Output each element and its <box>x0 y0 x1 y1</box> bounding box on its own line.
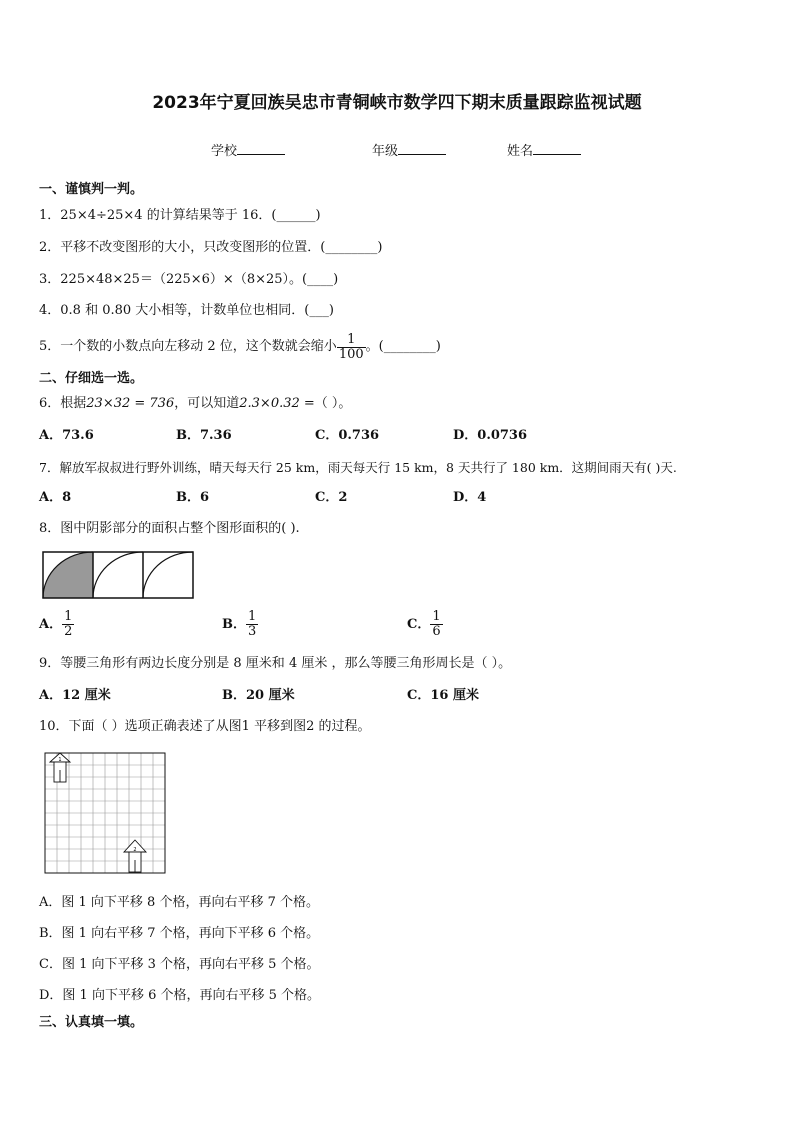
q8-option-c[interactable] <box>407 610 443 639</box>
question-10: 10．下面（ ）选项正确表述了从图1 平移到图2 的过程。 <box>39 719 371 734</box>
house-figure-1 <box>50 753 70 782</box>
question-3: 3．225×48×25＝（225×6）×（8×25）。(____) <box>39 272 339 287</box>
school-field <box>211 142 285 160</box>
fraction-numerator: 1 <box>347 331 356 347</box>
q8-figure <box>42 551 194 599</box>
school-blank[interactable] <box>237 142 285 155</box>
question-1: 1．25×4÷25×4 的计算结果等于 16．(______) <box>39 208 321 223</box>
q9-option-a[interactable]: A．12 厘米 <box>39 688 111 703</box>
option-fraction <box>430 610 442 639</box>
option-fraction <box>246 610 258 639</box>
question-2: 2．平移不改变图形的大小，只改变图形的位置．(________) <box>39 240 383 255</box>
section-2-heading: 二、仔细选一选。 <box>39 371 144 386</box>
question-8: 8．图中阴影部分的面积占整个图形面积的( ). <box>39 521 300 536</box>
q9-option-c[interactable]: C．16 厘米 <box>407 688 479 703</box>
question-6 <box>39 396 351 412</box>
fraction-1-100 <box>337 333 366 362</box>
q8-option-a[interactable] <box>39 610 74 639</box>
q10-option-d[interactable]: D．图 1 向下平移 6 个格，再向右平移 5 个格。 <box>39 988 321 1003</box>
arc-3 <box>143 552 193 598</box>
q10-grid-figure <box>44 752 168 874</box>
q10-option-b[interactable]: B．图 1 向右平移 7 个格，再向下平移 6 个格。 <box>39 926 320 941</box>
fraction-denominator: 3 <box>248 624 257 639</box>
q6-option-c[interactable]: C．0.736 <box>315 428 380 443</box>
name-label: 姓名 <box>507 144 534 159</box>
arc-2 <box>93 552 143 598</box>
school-label: 学校 <box>211 144 238 159</box>
expression-1: 23×32 = 736 <box>86 396 175 411</box>
question-7: 7．解放军叔叔进行野外训练，晴天每天行 25 km，雨天每天行 15 km，8 天共行了 180 km．这期间雨天有( )天. <box>39 460 677 475</box>
q7-option-d[interactable]: D．4 <box>453 490 487 505</box>
fraction-denominator: 6 <box>432 624 441 639</box>
option-label: C． <box>407 616 431 632</box>
q7-option-b[interactable]: B．6 <box>176 490 210 505</box>
q8-option-b[interactable] <box>222 610 258 639</box>
grade-label: 年级 <box>372 144 399 159</box>
house-1-label: 1 <box>58 757 62 763</box>
section-1-heading: 一、谨慎判一判。 <box>39 182 144 197</box>
fraction-denominator: 100 <box>338 346 364 362</box>
q6-option-b[interactable]: B．7.36 <box>176 428 232 443</box>
grade-blank[interactable] <box>398 142 446 155</box>
question-5 <box>39 328 441 366</box>
question-6-answer: （ ）。 <box>314 396 352 411</box>
q10-option-a[interactable]: A．图 1 向下平移 8 个格，再向右平移 7 个格。 <box>39 895 319 910</box>
option-label: A． <box>39 616 63 632</box>
page-title: 2023年宁夏回族吴忠市青铜峡市数学四下期末质量跟踪监视试题 <box>152 93 642 113</box>
fraction-numerator: 1 <box>432 609 441 624</box>
option-label: B． <box>222 616 246 632</box>
question-6-mid: ，可以知道 <box>174 396 240 411</box>
name-field <box>507 142 581 160</box>
q7-option-c[interactable]: C．2 <box>315 490 348 505</box>
shaded-quarter-region <box>43 552 93 598</box>
q6-option-d[interactable]: D．0.0736 <box>453 428 528 443</box>
section-3-heading: 三、认真填一填。 <box>39 1015 144 1030</box>
question-4: 4．0.8 和 0.80 大小相等，计数单位也相同．(___) <box>39 303 334 318</box>
option-fraction <box>62 610 74 639</box>
expression-2: 2.3×0.32 = <box>239 396 315 411</box>
question-6-text: 6．根据 <box>39 396 87 411</box>
q10-option-c[interactable]: C．图 1 向下平移 3 个格，再向右平移 5 个格。 <box>39 957 320 972</box>
question-5-answer: 。(________) <box>365 339 441 354</box>
question-5-text: 5．一个数的小数点向左移动 2 位，这个数就会缩小 <box>39 339 337 354</box>
question-9: 9．等腰三角形有两边长度分别是 8 厘米和 4 厘米 ，那么等腰三角形周长是（ ）。 <box>39 656 512 671</box>
name-blank[interactable] <box>533 142 581 155</box>
fraction-numerator: 1 <box>64 609 73 624</box>
q6-option-a[interactable]: A．73.6 <box>39 428 94 443</box>
q9-option-b[interactable]: B．20 厘米 <box>222 688 295 703</box>
house-figure-2 <box>124 840 146 872</box>
fraction-numerator: 1 <box>248 609 257 624</box>
grade-field <box>372 142 446 160</box>
house-2-label: 2 <box>133 847 137 853</box>
fraction-denominator: 2 <box>64 624 73 639</box>
q7-option-a[interactable]: A．8 <box>39 490 72 505</box>
